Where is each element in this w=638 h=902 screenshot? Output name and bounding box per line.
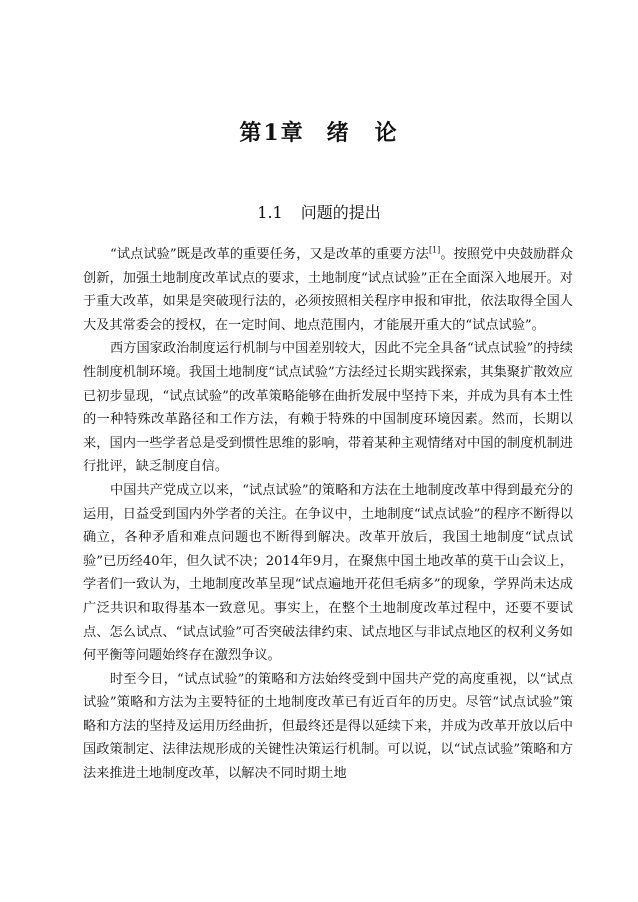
chapter-name: 绪 论 [326, 120, 399, 146]
paragraph-2: 西方国家政治制度运行机制与中国差别较大，因此不完全具备“试点试验”的持续性制度机制环境。我国土地制度“试点试验”方法经过长期实践探索，其集聚扩散效应已初步显现，“试点试验”的改革策略能够在曲折发展中坚持下来，并成为具有本土性的一种特殊改革路径和工作方法，有赖于特殊的中国制度环境因素。然而，长期以来，国内一些学者总是受到惯性思维的影响，带着某种主观情绪对中国的制度机制进行批评，缺乏制度自信。 [83, 341, 573, 475]
paragraph-3: 中国共产党成立以来，“试点试验”的策略和方法在土地制度改革中得到最充分的运用，日益受到国内外学者的关注。在争议中，土地制度“试点试验”的程序不断得以确立，各种矛盾和难点问题也不断得到解决。改革开放后，我国土地制度“试点试验”已历经40年，但久试不决；2014年9月，在聚焦中国土地改革的莫干山会议上，学者们一致认为，土地制度改革呈现“试点遍地开花但毛病多”的现象，学界尚未达成广泛共识和取得基本一致意见。事实上，在整个土地制度改革过程中，还要不要试点、怎么试点、“试点试验”可否突破法律约束、试点地区与非试点地区的权利义务如何平衡等问题始终存在激烈争议。 [83, 482, 573, 664]
paragraph-1-text-a: “试点试验”既是改革的重要任务，又是改革的重要方法 [110, 247, 429, 262]
paragraph-1 [83, 243, 573, 337]
chapter-title [0, 118, 638, 148]
body-text [83, 243, 573, 786]
section-number: 1.1 [257, 203, 283, 222]
paragraph-1-text-b: 。按照党中央鼓励群众创新，加强土地制度改革试点的要求，土地制度“试点试验”正在全面深入地展开。对于重大改革，如果是突破现行法的，必须按照相关程序申报和审批，依法取得全国人大及其常委会的授权，在一定时间、地点范围内，才能展开重大的“试点试验”。 [83, 247, 574, 333]
paragraph-4: 时至今日，“试点试验”的策略和方法始终受到中国共产党的高度重视，以“试点试验”策略和方法为主要特征的土地制度改革已有近百年的历史。尽管“试点试验”策略和方法的坚持及运用历经曲折，但最终还是得以延续下来，并成为改革开放以后中国政策制定、法律法规形成的关键性决策运行机制。可以说，以“试点试验”策略和方法来推进土地制度改革，以解决不同时期土地 [83, 671, 573, 782]
chapter-number: 第1章 [239, 120, 305, 146]
citation-marker: [1] [428, 245, 441, 255]
section-name: 问题的提出 [300, 203, 381, 222]
section-title [0, 201, 638, 225]
